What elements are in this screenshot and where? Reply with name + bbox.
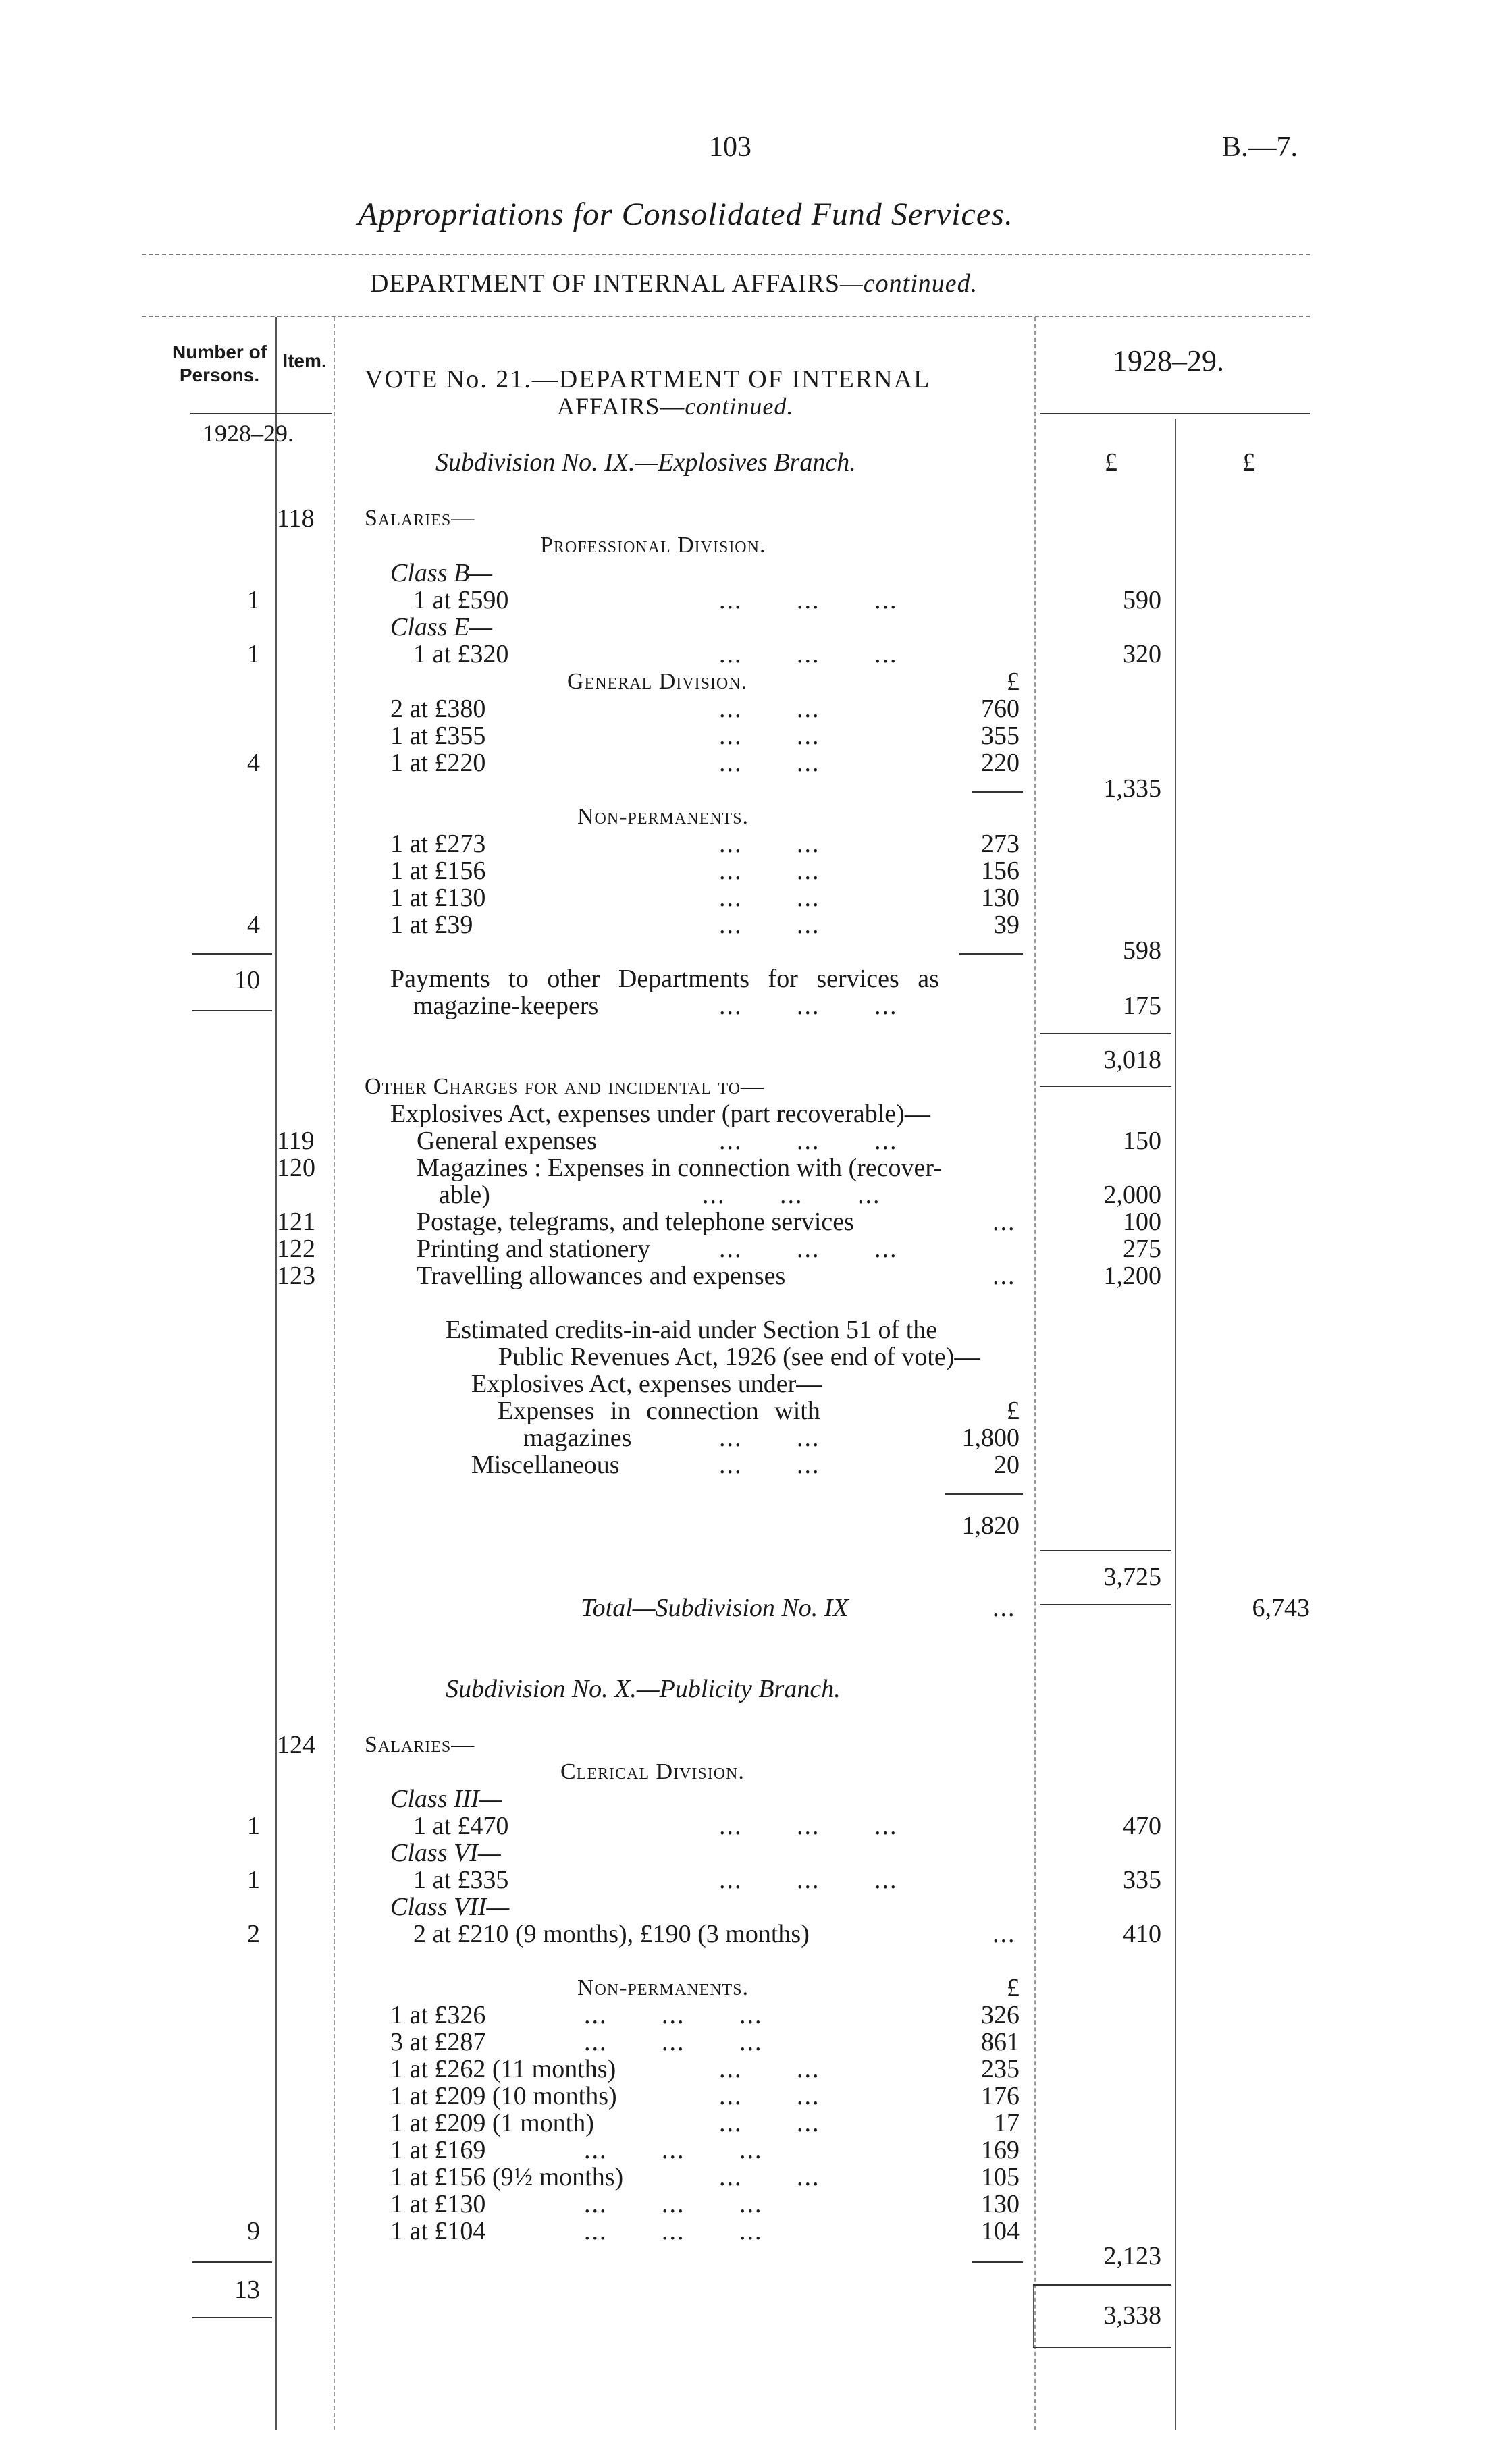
persons-sum-rule [192, 953, 272, 955]
credits-misc-amount: 20 [994, 1451, 1020, 1479]
class-e-persons: 1 [247, 640, 260, 668]
item-120: 120 [277, 1154, 315, 1182]
class-e-line: 1 at £320 [413, 640, 509, 668]
subdivision-9-heading: Subdivision No. IX.—Explosives Branch. [435, 448, 856, 477]
subtotal-column-rule [1175, 419, 1176, 2430]
leader-dots: ... [993, 1594, 1016, 1622]
class-e-amount: 320 [1123, 640, 1161, 668]
item-119: 119 [277, 1127, 315, 1155]
salaries-x-total: 3,338 [1103, 2301, 1161, 2330]
nonperm-x-row-amount: 130 [981, 2190, 1020, 2218]
item-123: 123 [277, 1262, 315, 1290]
nonperm-pound-sign: £ [1007, 1974, 1020, 2002]
nonperm-row-amount: 130 [981, 884, 1020, 912]
clerical-division-heading: Clerical Division. [560, 1759, 745, 1784]
non-permanents-heading-x: Non-permanents. [577, 1975, 749, 2000]
leader-dots: ... [993, 1262, 1016, 1290]
salaries-x-sum-rule [1033, 2284, 1171, 2286]
credits-line-1: Estimated credits-in-aid under Section 51 of the [446, 1316, 938, 1344]
charges-total: 3,725 [1103, 1563, 1161, 1591]
payments-line-2: magazine-keepers [413, 992, 599, 1020]
leader-dots: ... ... ... [719, 1127, 898, 1155]
class-b-amount: 590 [1123, 586, 1161, 614]
general-row-amount: 760 [981, 695, 1020, 723]
page-title: Appropriations for Consolidated Fund Services. [358, 196, 1013, 232]
nonperm-row-label: 1 at £273 [390, 830, 486, 858]
nonperm-row-label: 1 at £39 [390, 911, 473, 939]
class-b-persons: 1 [247, 586, 260, 614]
salaries-heading: Salaries— [365, 506, 475, 531]
nonperm-x-row-amount: 176 [981, 2082, 1020, 2110]
leader-dots: ... ... [719, 884, 820, 912]
salaries-total-rule [1040, 1086, 1171, 1087]
leader-dots: ... ... [719, 722, 820, 750]
class-iii-line: 1 at £470 [413, 1812, 509, 1840]
leader-dots: ... ... [719, 830, 820, 858]
other-charges-heading: Other Charges for and incidental to— [365, 1074, 765, 1099]
nonperm-persons: 4 [247, 911, 260, 939]
leader-dots: ... ... ... [719, 1812, 898, 1840]
charge-amount: 1,200 [1103, 1262, 1161, 1290]
leader-dots: ... ... [719, 2163, 820, 2191]
charge-label: Printing and stationery [417, 1235, 651, 1263]
general-total: 1,335 [1103, 774, 1161, 803]
credits-total: 1,820 [961, 1511, 1020, 1540]
nonperm-x-row-amount: 235 [981, 2055, 1020, 2083]
class-vii-persons: 2 [247, 1920, 260, 1948]
leader-dots: ... ... [719, 2109, 820, 2137]
credits-sum-rule [945, 1493, 1023, 1495]
general-row-amount: 220 [981, 749, 1020, 777]
document-code: B.—7. [1222, 132, 1298, 163]
non-permanents-heading: Non-permanents. [577, 804, 749, 829]
charge-amount: 100 [1123, 1208, 1161, 1236]
charge-amount: 2,000 [1103, 1181, 1161, 1209]
title-rule [142, 254, 1310, 255]
charge-label-cont: able) [439, 1181, 490, 1209]
nonperm-row-amount: 273 [981, 830, 1020, 858]
vote-title-continued: continued. [685, 393, 794, 420]
nonperm-x-sum-rule [972, 2261, 1023, 2263]
leader-dots: ... ... ... [584, 2136, 763, 2164]
class-vi-label: Class VI— [390, 1839, 501, 1867]
persons-x-total: 13 [234, 2276, 260, 2304]
professional-division-heading: Professional Division. [540, 533, 766, 558]
charge-label: General expenses [417, 1127, 597, 1155]
department-name: DEPARTMENT OF INTERNAL AFFAIRS [370, 269, 840, 298]
item-header: Item. [282, 350, 327, 371]
leader-dots: ... ... ... [719, 1235, 898, 1263]
leader-dots: ... ... ... [702, 1181, 881, 1209]
leader-dots: ... ... [719, 857, 820, 885]
salaries-total: 3,018 [1103, 1046, 1161, 1074]
nonperm-row-label: 1 at £130 [390, 884, 486, 912]
nonperm-x-row-amount: 104 [981, 2217, 1020, 2245]
explosives-act-heading: Explosives Act, expenses under (part recoverable)— [390, 1100, 930, 1128]
class-vii-label: Class VII— [390, 1893, 510, 1921]
year-left-header: 1928–29. [203, 420, 294, 447]
leader-dots: ... ... ... [584, 2190, 763, 2218]
general-division-heading: General Division. [567, 669, 748, 694]
leader-dots: ... ... [719, 1424, 820, 1452]
class-vii-line: 2 at £210 (9 months), £190 (3 months) [413, 1920, 810, 1948]
year-header-rule [1040, 413, 1310, 414]
charge-label: Magazines : Expenses in connection with (recover- [417, 1154, 942, 1182]
charge-amount: 150 [1123, 1127, 1161, 1155]
table-top-rule [142, 316, 1310, 317]
leader-dots: ... ... ... [719, 586, 898, 614]
leader-dots: ... ... [719, 695, 820, 723]
nonperm-row-amount: 156 [981, 857, 1020, 885]
item-118: 118 [277, 504, 315, 533]
nonperm-row-label: 1 at £156 [390, 857, 486, 885]
class-iii-label: Class III— [390, 1785, 502, 1813]
leader-dots: ... ... ... [719, 640, 898, 668]
persons-x-sum-rule [192, 2261, 272, 2263]
amount-column-rule [1034, 317, 1036, 2430]
leader-dots: ... ... [719, 2055, 820, 2083]
leader-dots: ... ... ... [584, 2028, 763, 2056]
subdivision-9-total-label: Total—Subdivision No. IX [581, 1594, 849, 1622]
class-iii-amount: 470 [1123, 1812, 1161, 1840]
class-iii-persons: 1 [247, 1812, 260, 1840]
salaries-x-total-rule [1033, 2347, 1171, 2348]
nonperm-x-row-amount: 326 [981, 2001, 1020, 2029]
payments-line-1: Payments to other Departments for services as [390, 965, 939, 993]
credits-misc-label: Miscellaneous [471, 1451, 620, 1479]
charges-sum-rule [1040, 1550, 1171, 1551]
nonperm-x-row-amount: 17 [994, 2109, 1020, 2137]
nonperm-x-row-label: 1 at £130 [390, 2190, 486, 2218]
class-vi-amount: 335 [1123, 1866, 1161, 1894]
salaries-heading-x: Salaries— [365, 1732, 475, 1757]
general-row-label: 2 at £380 [390, 695, 486, 723]
credits-magazines-amount: 1,800 [961, 1424, 1020, 1452]
salaries-sum-rule [1040, 1033, 1171, 1034]
vote-title: VOTE No. 21.—DEPARTMENT OF INTERNAL [365, 365, 931, 394]
class-b-label: Class B— [390, 559, 492, 587]
leader-dots: ... ... [719, 749, 820, 777]
nonperm-x-row-label: 1 at £156 (9½ months) [390, 2163, 624, 2191]
department-heading [370, 270, 978, 297]
leader-dots: ... ... ... [584, 2217, 763, 2245]
nonperm-x-persons: 9 [247, 2217, 260, 2245]
persons-x-total-rule [192, 2317, 272, 2318]
leader-dots: ... ... ... [719, 1866, 898, 1894]
nonperm-x-row-label: 1 at £262 (11 months) [390, 2055, 616, 2083]
nonperm-x-row-amount: 861 [981, 2028, 1020, 2056]
nonperm-total: 598 [1123, 936, 1161, 965]
charges-total-rule [1040, 1604, 1171, 1605]
leader-dots: ... [993, 1920, 1016, 1948]
leader-dots: ... [993, 1208, 1016, 1236]
class-b-line: 1 at £590 [413, 586, 509, 614]
nonperm-row-amount: 39 [994, 911, 1020, 939]
credits-line-4: Expenses in connection with [498, 1397, 820, 1425]
general-pound-sign: £ [1007, 668, 1020, 696]
leader-dots: ... ... [719, 2082, 820, 2110]
nonperm-x-row-label: 1 at £209 (1 month) [390, 2109, 594, 2137]
subdivision-10-heading: Subdivision No. X.—Publicity Branch. [446, 1675, 841, 1703]
class-vi-persons: 1 [247, 1866, 260, 1894]
nonperm-x-row-label: 1 at £209 (10 months) [390, 2082, 617, 2110]
leader-dots: ... ... [719, 1451, 820, 1479]
general-persons: 4 [247, 749, 260, 777]
general-row-label: 1 at £220 [390, 749, 486, 777]
leader-dots: ... ... ... [584, 2001, 763, 2029]
subdivision-9-total: 6,743 [1252, 1594, 1310, 1622]
nonperm-sum-rule [959, 953, 1023, 955]
nonperm-x-row-label: 1 at £169 [390, 2136, 486, 2164]
credits-line-2: Public Revenues Act, 1926 (see end of vote)— [498, 1343, 980, 1371]
leader-dots: ... ... [719, 911, 820, 939]
vote-title-affairs: AFFAIRS— [557, 393, 685, 420]
credits-line-3: Explosives Act, expenses under— [471, 1370, 822, 1398]
nonperm-x-row-amount: 105 [981, 2163, 1020, 2191]
nonperm-x-row-amount: 169 [981, 2136, 1020, 2164]
general-row-amount: 355 [981, 722, 1020, 750]
item-122: 122 [277, 1235, 315, 1263]
credits-pound-sign: £ [1007, 1397, 1020, 1425]
general-row-label: 1 at £355 [390, 722, 486, 750]
salaries-x-box-left [1033, 2286, 1034, 2347]
payments-amount: 175 [1123, 992, 1161, 1020]
nonperm-x-row-label: 1 at £104 [390, 2217, 486, 2245]
nonperm-x-total: 2,123 [1103, 2242, 1161, 2270]
class-e-label: Class E— [390, 613, 492, 641]
persons-header-rule [190, 413, 332, 414]
number-of-persons-header: Number of Persons. [172, 342, 267, 385]
pound-column-2: £ [1242, 448, 1255, 477]
general-sum-rule [972, 791, 1023, 793]
persons-column-rule [275, 317, 277, 2430]
nonperm-x-row-label: 3 at £287 [390, 2028, 486, 2056]
vote-title-line2 [557, 393, 793, 420]
charge-label: Postage, telegrams, and telephone services [417, 1208, 854, 1236]
persons-total: 10 [234, 966, 260, 994]
credits-line-5: magazines [523, 1424, 632, 1452]
leader-dots: ... ... ... [719, 992, 898, 1020]
page-number: 103 [709, 132, 751, 163]
item-121: 121 [277, 1208, 315, 1236]
charge-label: Travelling allowances and expenses [417, 1262, 786, 1290]
year-right-header: 1928–29. [1113, 344, 1224, 377]
charge-amount: 275 [1123, 1235, 1161, 1263]
nonperm-x-row-label: 1 at £326 [390, 2001, 486, 2029]
class-vii-amount: 410 [1123, 1920, 1161, 1948]
item-124: 124 [277, 1731, 315, 1759]
pound-column-1: £ [1105, 448, 1117, 477]
class-vi-line: 1 at £335 [413, 1866, 509, 1894]
persons-total-rule [192, 1010, 272, 1011]
item-column-rule [334, 317, 335, 2430]
department-continued: —continued. [839, 269, 978, 298]
